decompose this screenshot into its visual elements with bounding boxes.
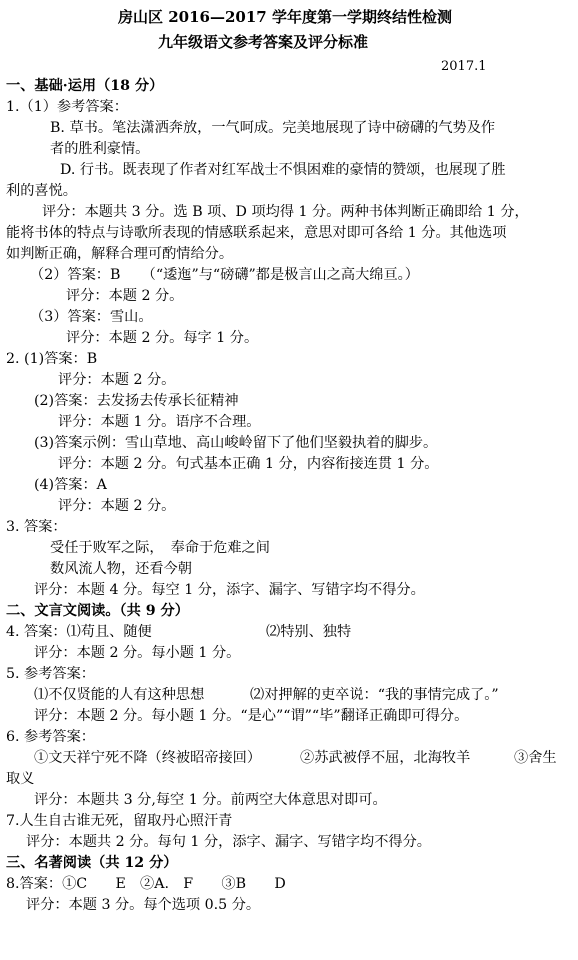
text-line: ⑴不仅贤能的人有这种思想 (34, 687, 205, 703)
text-line: 利的喜悦。 (6, 183, 77, 199)
text-line: 评分：本题 3 分。每个选项 0.5 分。 (26, 897, 261, 913)
text-line: 评分：本题 2 分。句式基本正确 1 分，内容衔接连贯 1 分。 (58, 456, 439, 472)
text-line: 6. 参考答案： (6, 729, 95, 745)
text-line: 评分：本题共 2 分。每句 1 分，添字、漏字、写错字均不得分。 (26, 834, 431, 850)
text-line: ③舍生 (514, 750, 557, 766)
text-line: 1.（1）参考答案： (6, 99, 128, 115)
text-line: 如判断正确，解释合理可酌情给分。 (6, 246, 234, 262)
text-line: ①文天祥宁死不降（终被昭帝接回） (34, 750, 262, 766)
text-line: 8.答案：①C E ②A. F ③B D (6, 876, 286, 892)
text-line: 评分：本题共 3 分。选 B 项、D 项均得 1 分。两种书体判断正确即给 1 分， (42, 204, 529, 220)
text-line: 2. (1)答案：B (6, 351, 98, 367)
text-line: ⑵对押解的吏卒说：“我的事情完成了。” (250, 687, 499, 703)
document-title: 房山区 2016—2017 学年度第一学期终结性检测 (118, 8, 452, 26)
text-line: 评分：本题 2 分。每字 1 分。 (66, 330, 259, 346)
text-line: 受任于败军之际， 奉命于危难之间 (50, 540, 270, 556)
text-line: 评分：本题 2 分。每小题 1 分。 (34, 645, 241, 661)
text-line: 7.人生自古谁无死，留取丹心照汗青 (6, 813, 233, 829)
section-heading-3: 三、名著阅读（共 12 分） (6, 855, 178, 871)
text-line: 取义 (6, 771, 35, 787)
text-line: (3)答案示例：雪山草地、高山峻岭留下了他们坚毅执着的脚步。 (34, 435, 438, 451)
text-line: D. 行书。既表现了作者对红军战士不惧困难的豪情的赞颂，也展现了胜 (60, 162, 506, 178)
text-line: (4)答案：A (34, 477, 107, 493)
text-line: 4. 答案：⑴苟且、随便 (6, 624, 152, 640)
text-line: 评分：本题 2 分。每小题 1 分。“是心”“谓”“毕”翻译正确即可得分。 (34, 708, 469, 724)
text-line: B. 草书。笔法潇洒奔放，一气呵成。完美地展现了诗中磅礴的气势及作 (50, 120, 496, 136)
text-line: 3. 答案： (6, 519, 67, 535)
text-line: 评分：本题 4 分。每空 1 分，添字、漏字、写错字均不得分。 (34, 582, 425, 598)
text-line: 数风流人物，还看今朝 (50, 561, 192, 577)
text-line: 评分：本题 2 分。 (58, 372, 176, 388)
text-line: ⑵特别、独特 (266, 624, 352, 640)
text-line: 者的胜利豪情。 (50, 141, 150, 157)
document-subtitle: 九年级语文参考答案及评分标准 (158, 33, 369, 51)
text-line: ②苏武被俘不屈，北海牧羊 (300, 750, 471, 766)
text-line: 评分：本题 1 分。语序不合理。 (58, 414, 261, 430)
text-line: 能将书体的特点与诗歌所表现的情感联系起来，意思对即可各给 1 分。其他选项 (6, 225, 507, 241)
text-line: 评分：本题 2 分。 (66, 288, 184, 304)
text-line: 5. 参考答案： (6, 666, 95, 682)
text-line: （2）答案：B （“逶迤”与“磅礴”都是极言山之高大绵亘。） (30, 267, 419, 283)
section-heading-1: 一、基础·运用（18 分） (6, 78, 164, 94)
text-line: (2)答案：去发扬去传承长征精神 (34, 393, 239, 409)
document-date: 2017.1 (441, 59, 487, 74)
section-heading-2: 二、文言文阅读。（共 9 分） (6, 603, 189, 619)
text-line: （3）答案：雪山。 (30, 309, 153, 325)
text-line: 评分：本题 2 分。 (58, 498, 176, 514)
text-line: 评分：本题共 3 分,每空 1 分。前两空大体意思对即可。 (34, 792, 387, 808)
